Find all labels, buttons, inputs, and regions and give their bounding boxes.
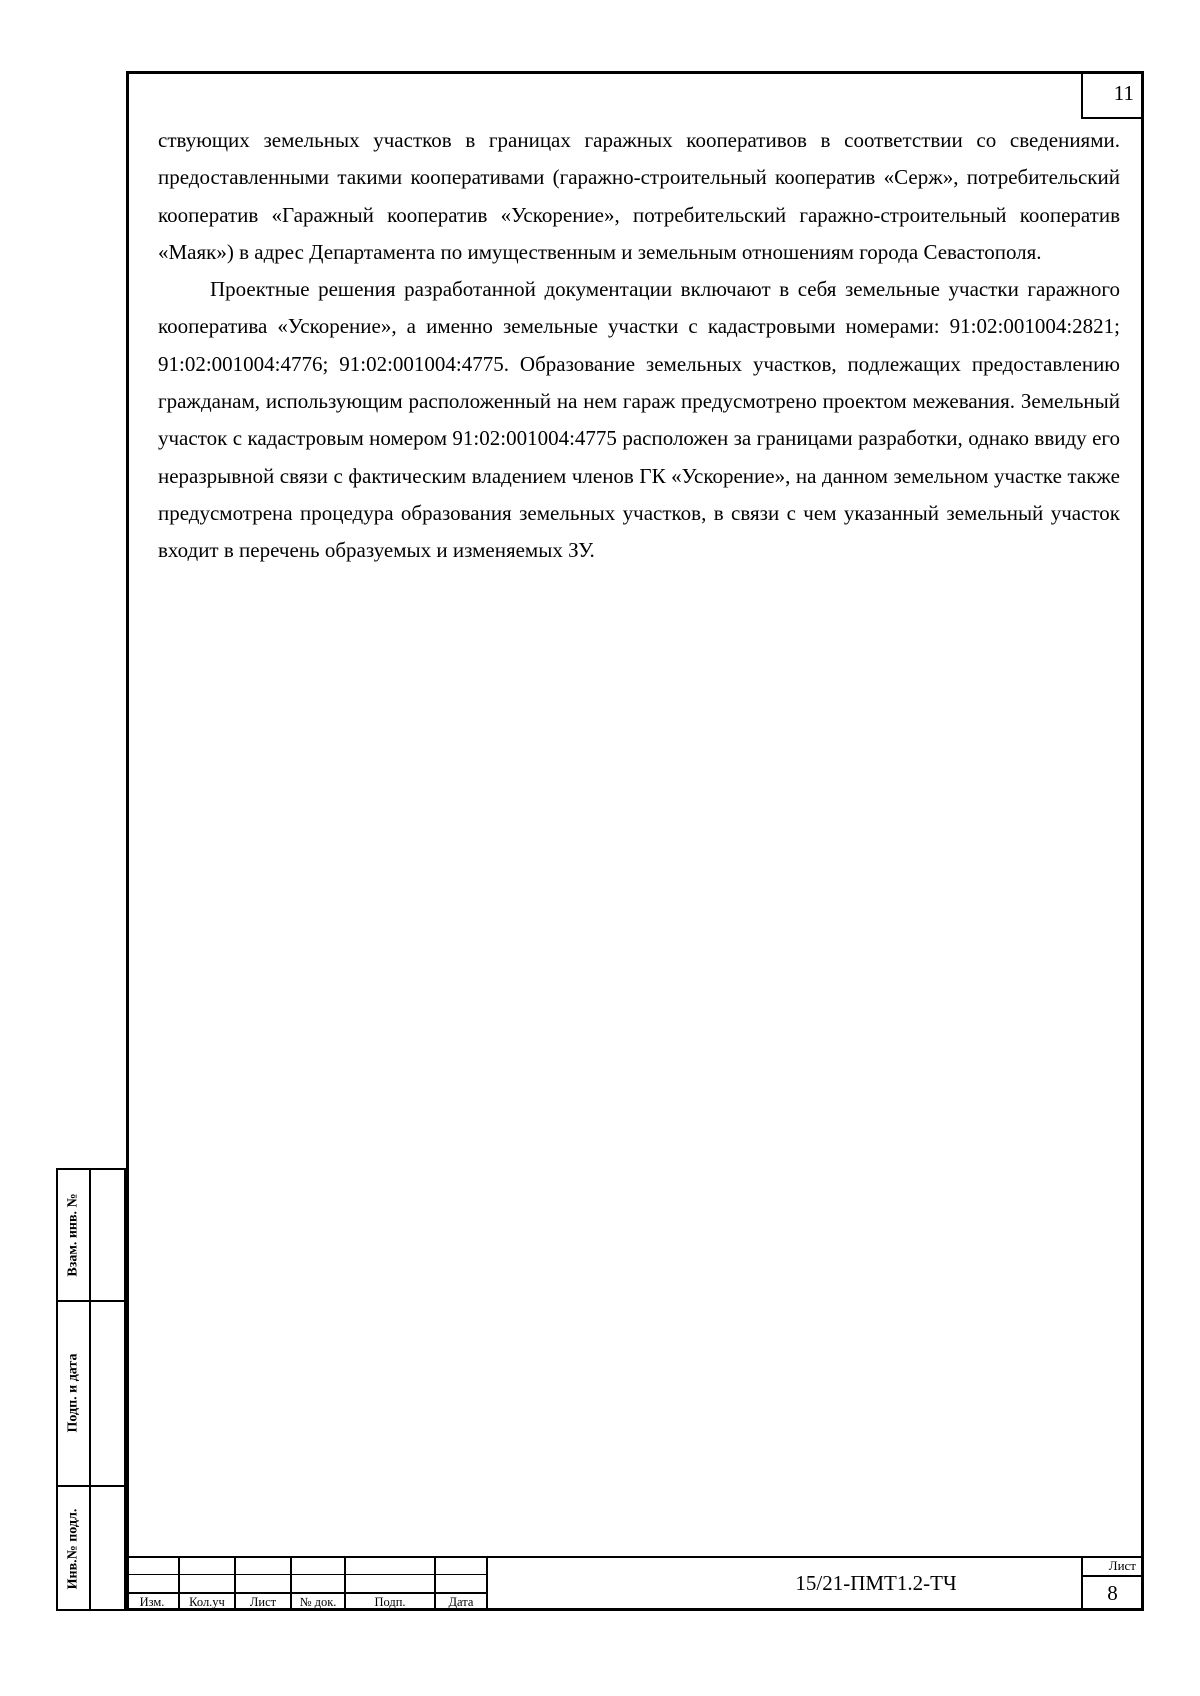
- side-stamp-divider: [89, 1170, 91, 1609]
- side-stamp-cell: [58, 1300, 89, 1485]
- paragraph-1: ствующих земельных участков в границах гаражных кооперативов в соответствии со сведениями. предоставленными такими кооперативами (гаражно-строительный кооператив «Серж», потребительский кооператив «Гаражный кооператив «Ускорение», потребительский гаражно-строительный кооператив «Маяк») в адрес Департамента по имущественным и земельным отношениям города Севастополя.: [158, 128, 1120, 264]
- column-date-label: Дата: [448, 1595, 474, 1609]
- corner-page-number: 11: [1081, 71, 1144, 119]
- title-block-line: [486, 1556, 488, 1611]
- sheet-label: Лист: [1108, 1558, 1136, 1573]
- column-qty-label: Кол.уч: [189, 1595, 225, 1609]
- sheet-number: 8: [1107, 1581, 1118, 1605]
- original-inventory-label: Инв.№ подл.: [65, 1508, 81, 1590]
- column-signature-label: Подп.: [374, 1595, 406, 1609]
- column-doc-number-label: № док.: [299, 1595, 337, 1609]
- replacement-inventory-label: Взам. инв. №: [65, 1193, 81, 1277]
- column-change-label: Изм.: [139, 1595, 165, 1609]
- document-code: 15/21-ПМТ1.2-ТЧ: [795, 1571, 957, 1595]
- title-block: [126, 1556, 1144, 1611]
- document-body: [158, 122, 1120, 570]
- paragraph-2: Проектные решения разработанной документации включают в себя земельные участки гаражного кооператива «Ускорение», а именно земельные участки с кадастровыми номерами: 91:02:001004:2821; 91:02:001004:4776; 91:02:001004:4775. Образование земельных участков, подлежащих предоставлению гражданам, использующим расположенный на нем гараж предусмотрено проектом межевания. Земельный участок с кадастровым номером 91:02:001004:4775 расположен за границами разработки, однако ввиду его неразрывной связи с фактическим владением членов ГК «Ускорение», на данном земельном участке также предусмотрена процедура образования земельных участков, в связи с чем указанный земельный участок входит в перечень образуемых и изменяемых ЗУ.: [158, 277, 1120, 563]
- side-stamp-cell: [58, 1485, 89, 1613]
- side-stamp: [56, 1168, 126, 1611]
- side-stamp-cell: [58, 1170, 89, 1300]
- column-sheet-label: Лист: [249, 1595, 277, 1609]
- signature-date-label: Подп. и дата: [65, 1353, 81, 1432]
